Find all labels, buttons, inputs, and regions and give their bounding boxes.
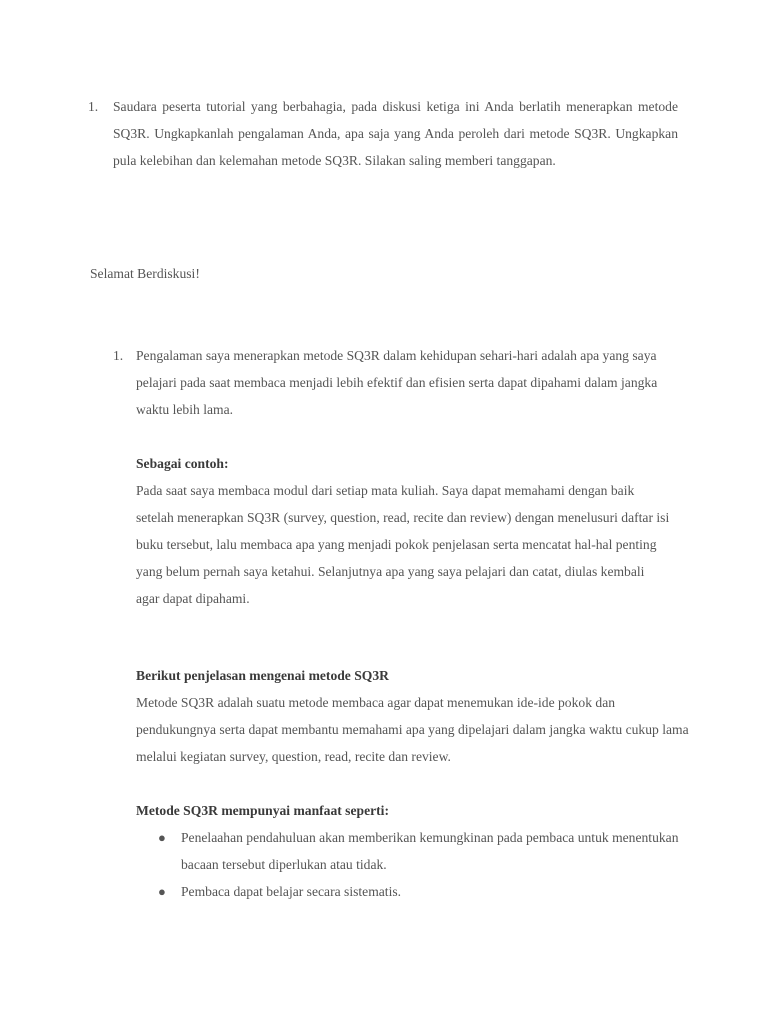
- bullet-icon: ●: [158, 830, 166, 845]
- benefit-item: Pembaca dapat belajar secara sistematis.: [181, 884, 402, 899]
- greeting: Selamat Berdiskusi!: [90, 266, 200, 281]
- example-heading: Sebagai contoh:: [136, 456, 229, 471]
- explanation-heading: Berikut penjelasan mengenai metode SQ3R: [136, 668, 389, 683]
- question-text: Saudara peserta tutorial yang berbahagia, pada diskusi ketiga ini Anda berlatih menerapkan metode SQ3R. Ungkapkanlah pengalaman Anda, apa saja yang Anda peroleh dari metode SQ3R. Ungkapkan pula kelebihan dan kelemahan metode SQ3R. Silakan saling memberi tanggapan.: [113, 99, 678, 168]
- benefit-item: Penelaahan pendahuluan akan memberikan kemungkinan pada pembaca untuk menentukan bacaan tersebut diperlukan atau tidak.: [181, 830, 679, 872]
- benefits-heading: Metode SQ3R mempunyai manfaat seperti:: [136, 803, 389, 818]
- bullet-icon: ●: [158, 884, 166, 899]
- answer-intro: Pengalaman saya menerapkan metode SQ3R dalam kehidupan sehari-hari adalah apa yang saya pelajari pada saat membaca menjadi lebih efektif dan efisien serta dapat dipahami dalam jangka waktu lebih lama.: [136, 348, 658, 417]
- example-text: Pada saat saya membaca modul dari setiap mata kuliah. Saya dapat memahami dengan baik setelah menerapkan SQ3R (survey, question, read, recite dan review) dengan menelusuri daftar isi buku tersebut, lalu membaca apa yang menjadi pokok penjelasan serta mencatat hal-hal penting yang belum pernah saya ketahui. Selanjutnya apa yang saya pelajari dan catat, diulas kembali agar dapat dipahami.: [136, 483, 670, 606]
- explanation-text: Metode SQ3R adalah suatu metode membaca agar dapat menemukan ide-ide pokok dan pendukungnya serta dapat membantu memahami apa yang dipelajari dalam jangka waktu cukup lama melalui kegiatan survey, question, read, recite dan review.: [136, 695, 689, 764]
- answer-number: 1.: [113, 348, 124, 363]
- question-number: 1.: [88, 99, 99, 114]
